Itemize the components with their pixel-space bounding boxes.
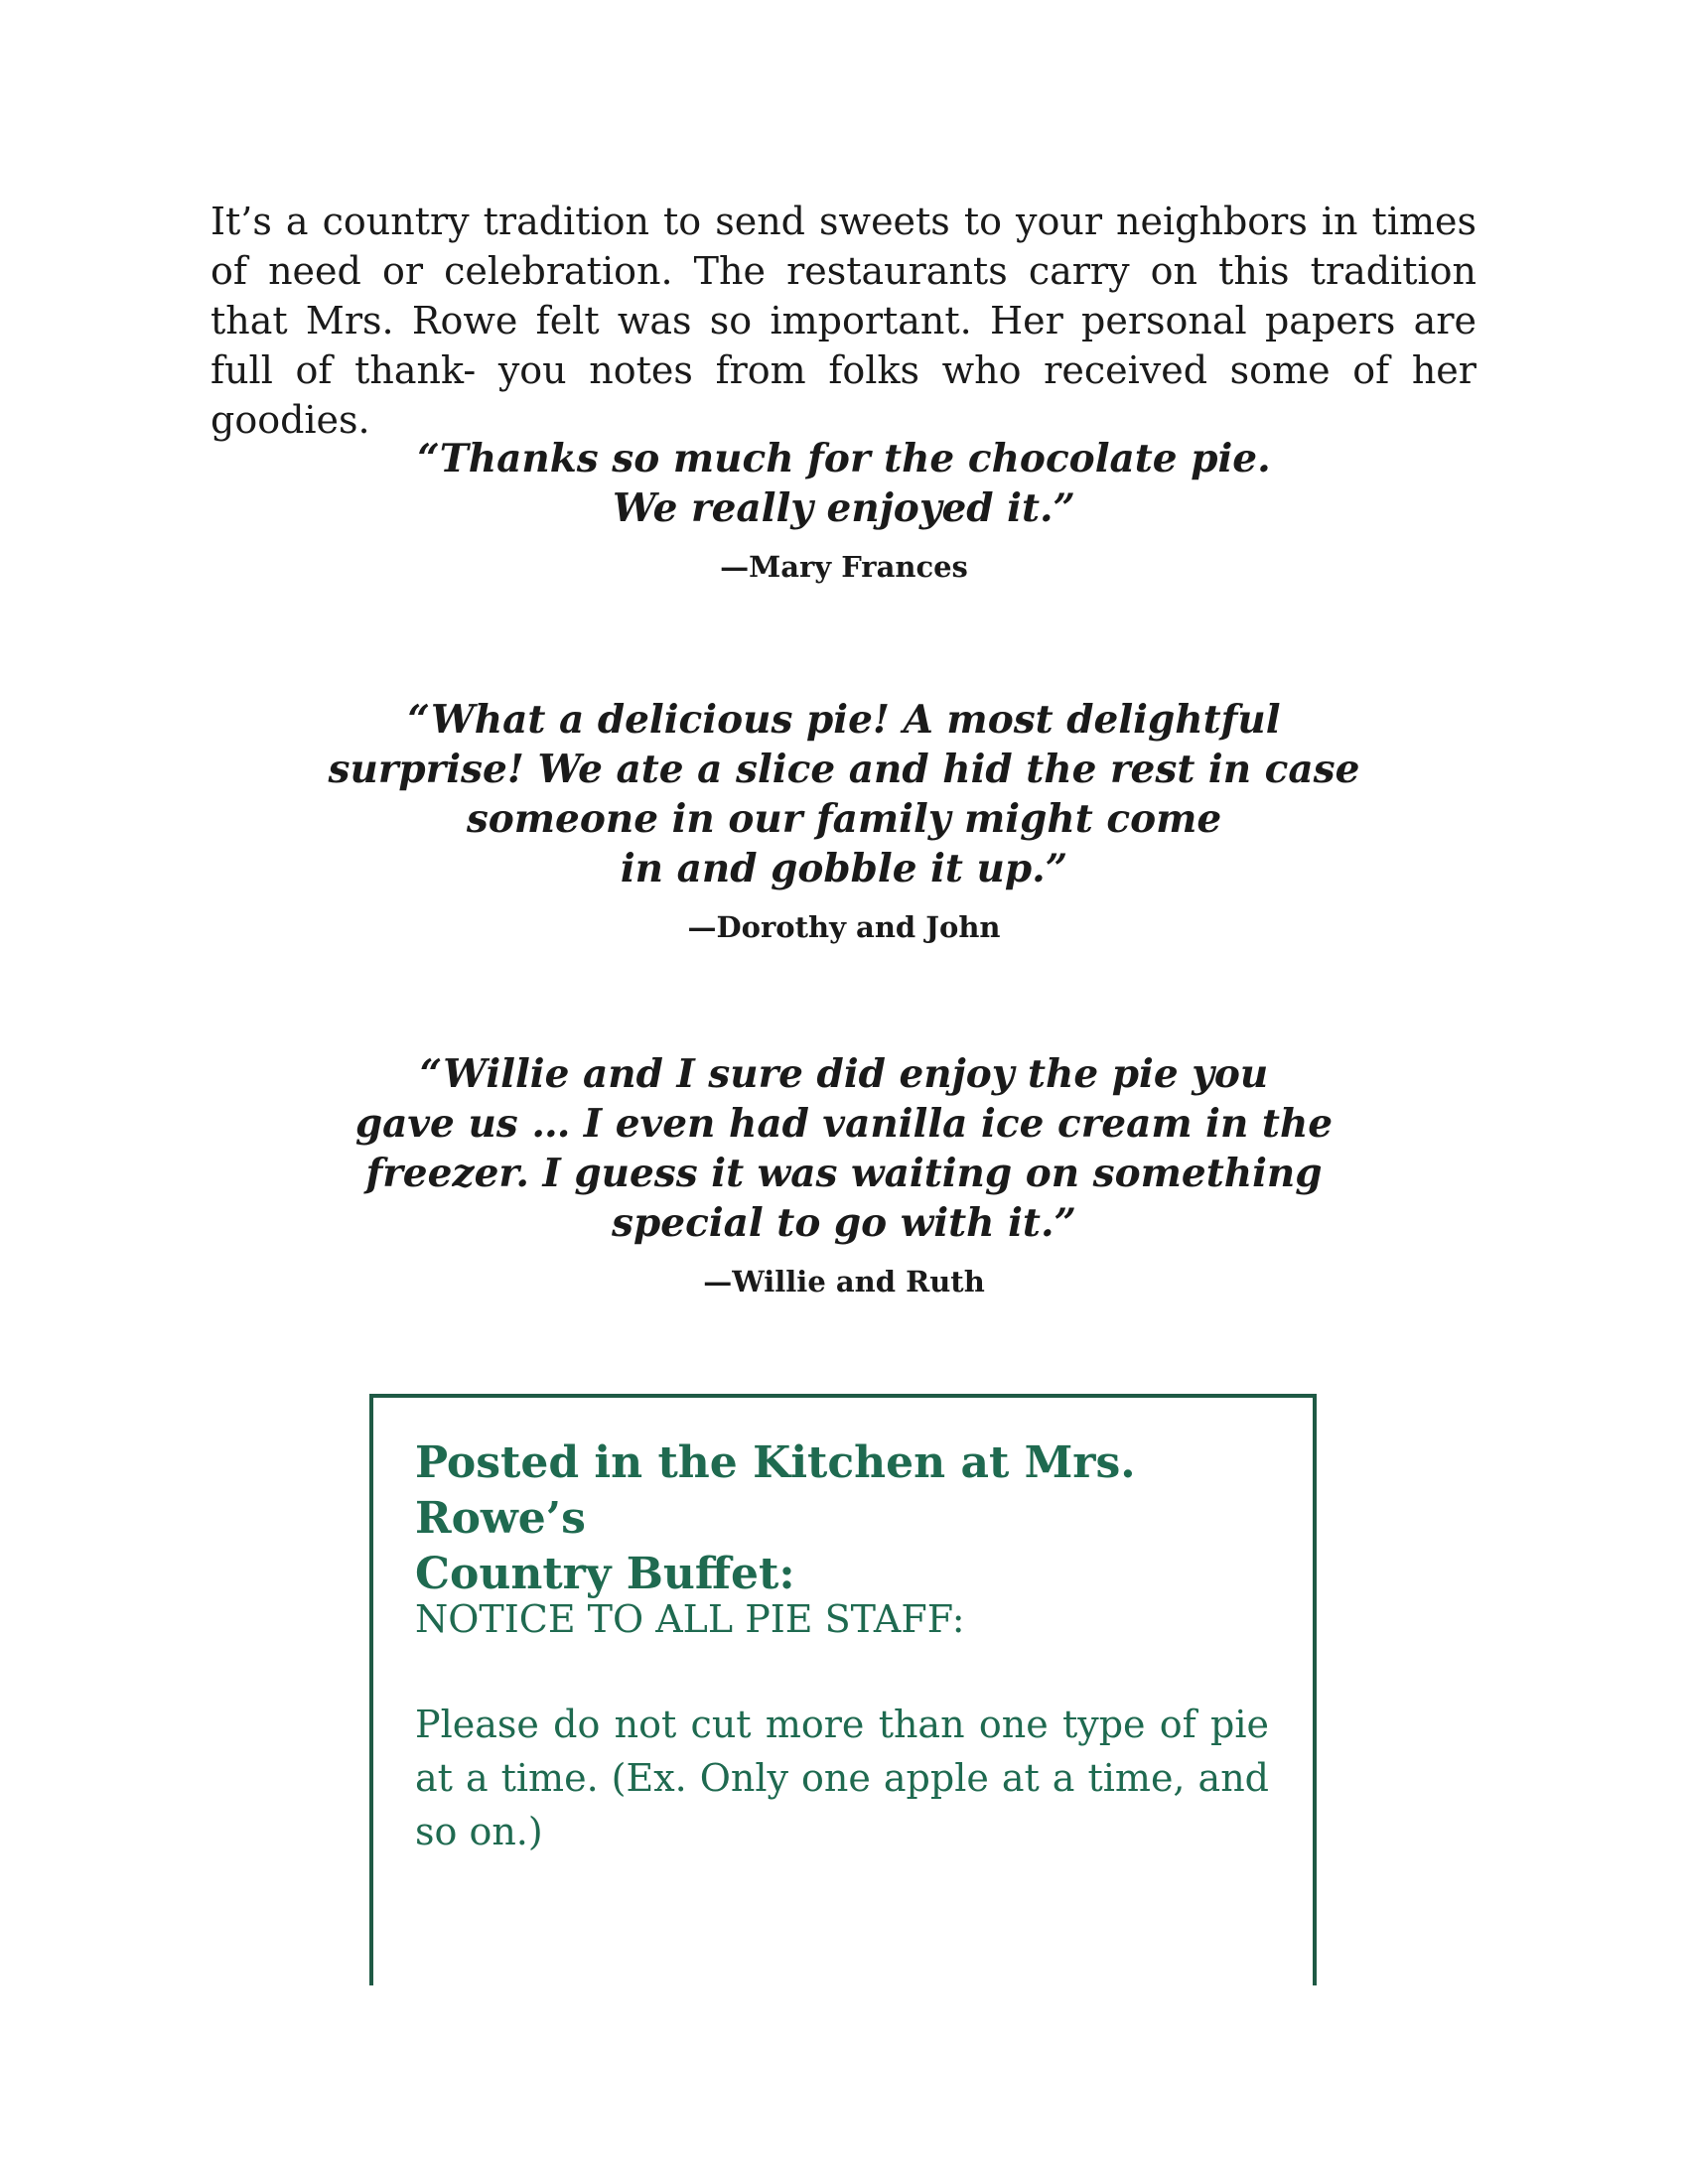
quote-attribution: —Willie and Ruth bbox=[703, 1265, 985, 1298]
notice-title-line: Posted in the Kitchen at Mrs. Rowe’s bbox=[415, 1437, 1136, 1544]
quote-line: special to go with it.” bbox=[612, 1200, 1076, 1246]
notice-body: Please do not cut more than one type of pie at a time. (Ex. Only one apple at a time, and so on.) bbox=[415, 1703, 1269, 1853]
quote-line: someone in our family might come bbox=[466, 796, 1222, 842]
testimonial-quote bbox=[328, 434, 1360, 587]
notice-title-line: Country Buffet: bbox=[415, 1549, 795, 1599]
quote-line: “What a delicious pie! A most delightful bbox=[407, 697, 1281, 743]
quote-text bbox=[328, 695, 1360, 893]
intro-line: Rowe felt was so important. Her personal papers are full of thank- bbox=[211, 299, 1477, 392]
quote-attribution: —Dorothy and John bbox=[687, 910, 1001, 944]
intro-line: It’s a country tradition to send sweets to your neighbors in times of bbox=[211, 200, 1477, 293]
quote-line: “Willie and I sure did enjoy the pie you bbox=[419, 1051, 1269, 1097]
quote-line: gave us … I even had vanilla ice cream in the bbox=[354, 1101, 1334, 1147]
testimonial-quote bbox=[328, 695, 1360, 947]
intro-line: need or celebration. The restaurants carry on this tradition that Mrs. bbox=[211, 249, 1477, 342]
testimonial-quote bbox=[328, 1049, 1360, 1301]
quote-line: We really enjoyed it.” bbox=[613, 485, 1075, 531]
kitchen-notice-box bbox=[369, 1394, 1317, 1985]
notice-title bbox=[415, 1435, 1279, 1602]
quote-text bbox=[328, 1049, 1360, 1248]
quote-line: “Thanks so much for the chocolate pie. bbox=[417, 436, 1271, 481]
quote-line: surprise! We ate a slice and hid the rest in case bbox=[328, 747, 1360, 792]
quote-text bbox=[328, 434, 1360, 533]
quote-line: freezer. I guess it was waiting on something bbox=[365, 1151, 1323, 1196]
notice-heading: NOTICE TO ALL PIE STAFF: bbox=[415, 1597, 965, 1641]
intro-paragraph bbox=[211, 197, 1477, 445]
quote-line: in and gobble it up.” bbox=[620, 846, 1068, 891]
intro-line: you notes from folks who received some of her goodies. bbox=[211, 348, 1477, 442]
quote-attribution: —Mary Frances bbox=[720, 550, 968, 584]
